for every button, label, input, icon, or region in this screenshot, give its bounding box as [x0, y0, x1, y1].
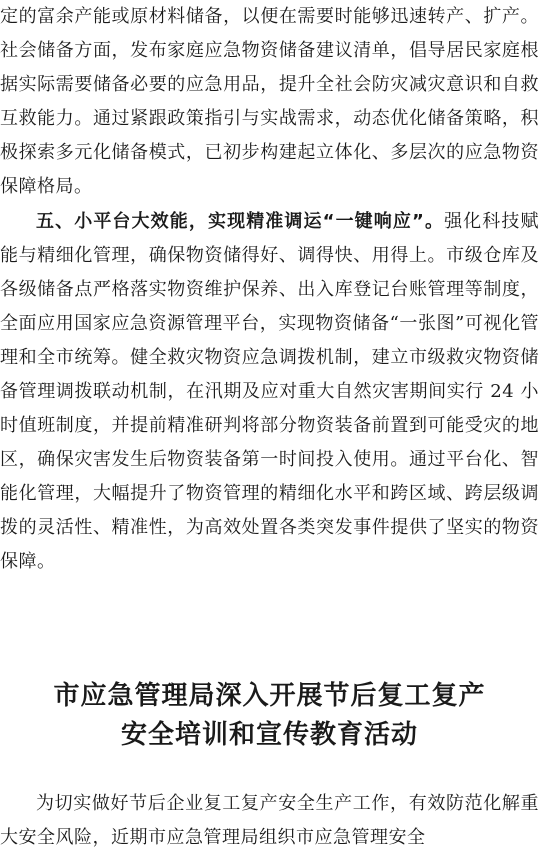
section-body: 强化科技赋能与精细化管理，确保物资储得好、调得快、用得上。市级仓库及各级储备点严格落实物资维护保养、出入库登记台账管理等制度，全面应用国家应急资源管理平台，实现物资储备“一张图”可视化管理和全市统筹。健全救灾物资应急调拨机制，建立市级救灾物资储备管理调拨联动机制，在汛期及应对重大自然灾害期间实行 24 小时值班制度，并提前精准研判将部分物资装备前置到可能受灾的地区，确保灾害发生后物资装备第一时间投入使用。通过平台化、智能化管理，大幅提升了物资管理的精细化水平和跨区域、跨层级调拨的灵活性、精准性，为高效处置各类突发事件提供了坚实的物资保障。 [0, 211, 539, 572]
article-title-line-2: 安全培训和宣传教育活动 [120, 720, 418, 750]
section-heading: 五、小平台大效能，实现精准调运“一键响应”。 [36, 211, 445, 232]
article-title-line-1: 市应急管理局深入开展节后复工复产 [53, 681, 486, 711]
body-paragraph: 定的富余产能或原材料储备，以便在需要时能够迅速转产、扩产。社会储备方面，发布家庭应急物资储备建议清单，倡导居民家庭根据实际需要储备必要的应急用品，提升全社会防灾减灾意识和自救互救能力。通过紧跟政策指引与实战需求，动态优化储备策略，积极探索多元化储备模式，已初步构建起立体化、多层次的应急物资保障格局。 [0, 6, 539, 197]
article-intro-paragraph: 为切实做好节后企业复工复产安全生产工作，有效防范化解重大安全风险，近期市应急管理局组织市应急管理安全 [0, 793, 539, 848]
section-paragraph [0, 205, 539, 579]
